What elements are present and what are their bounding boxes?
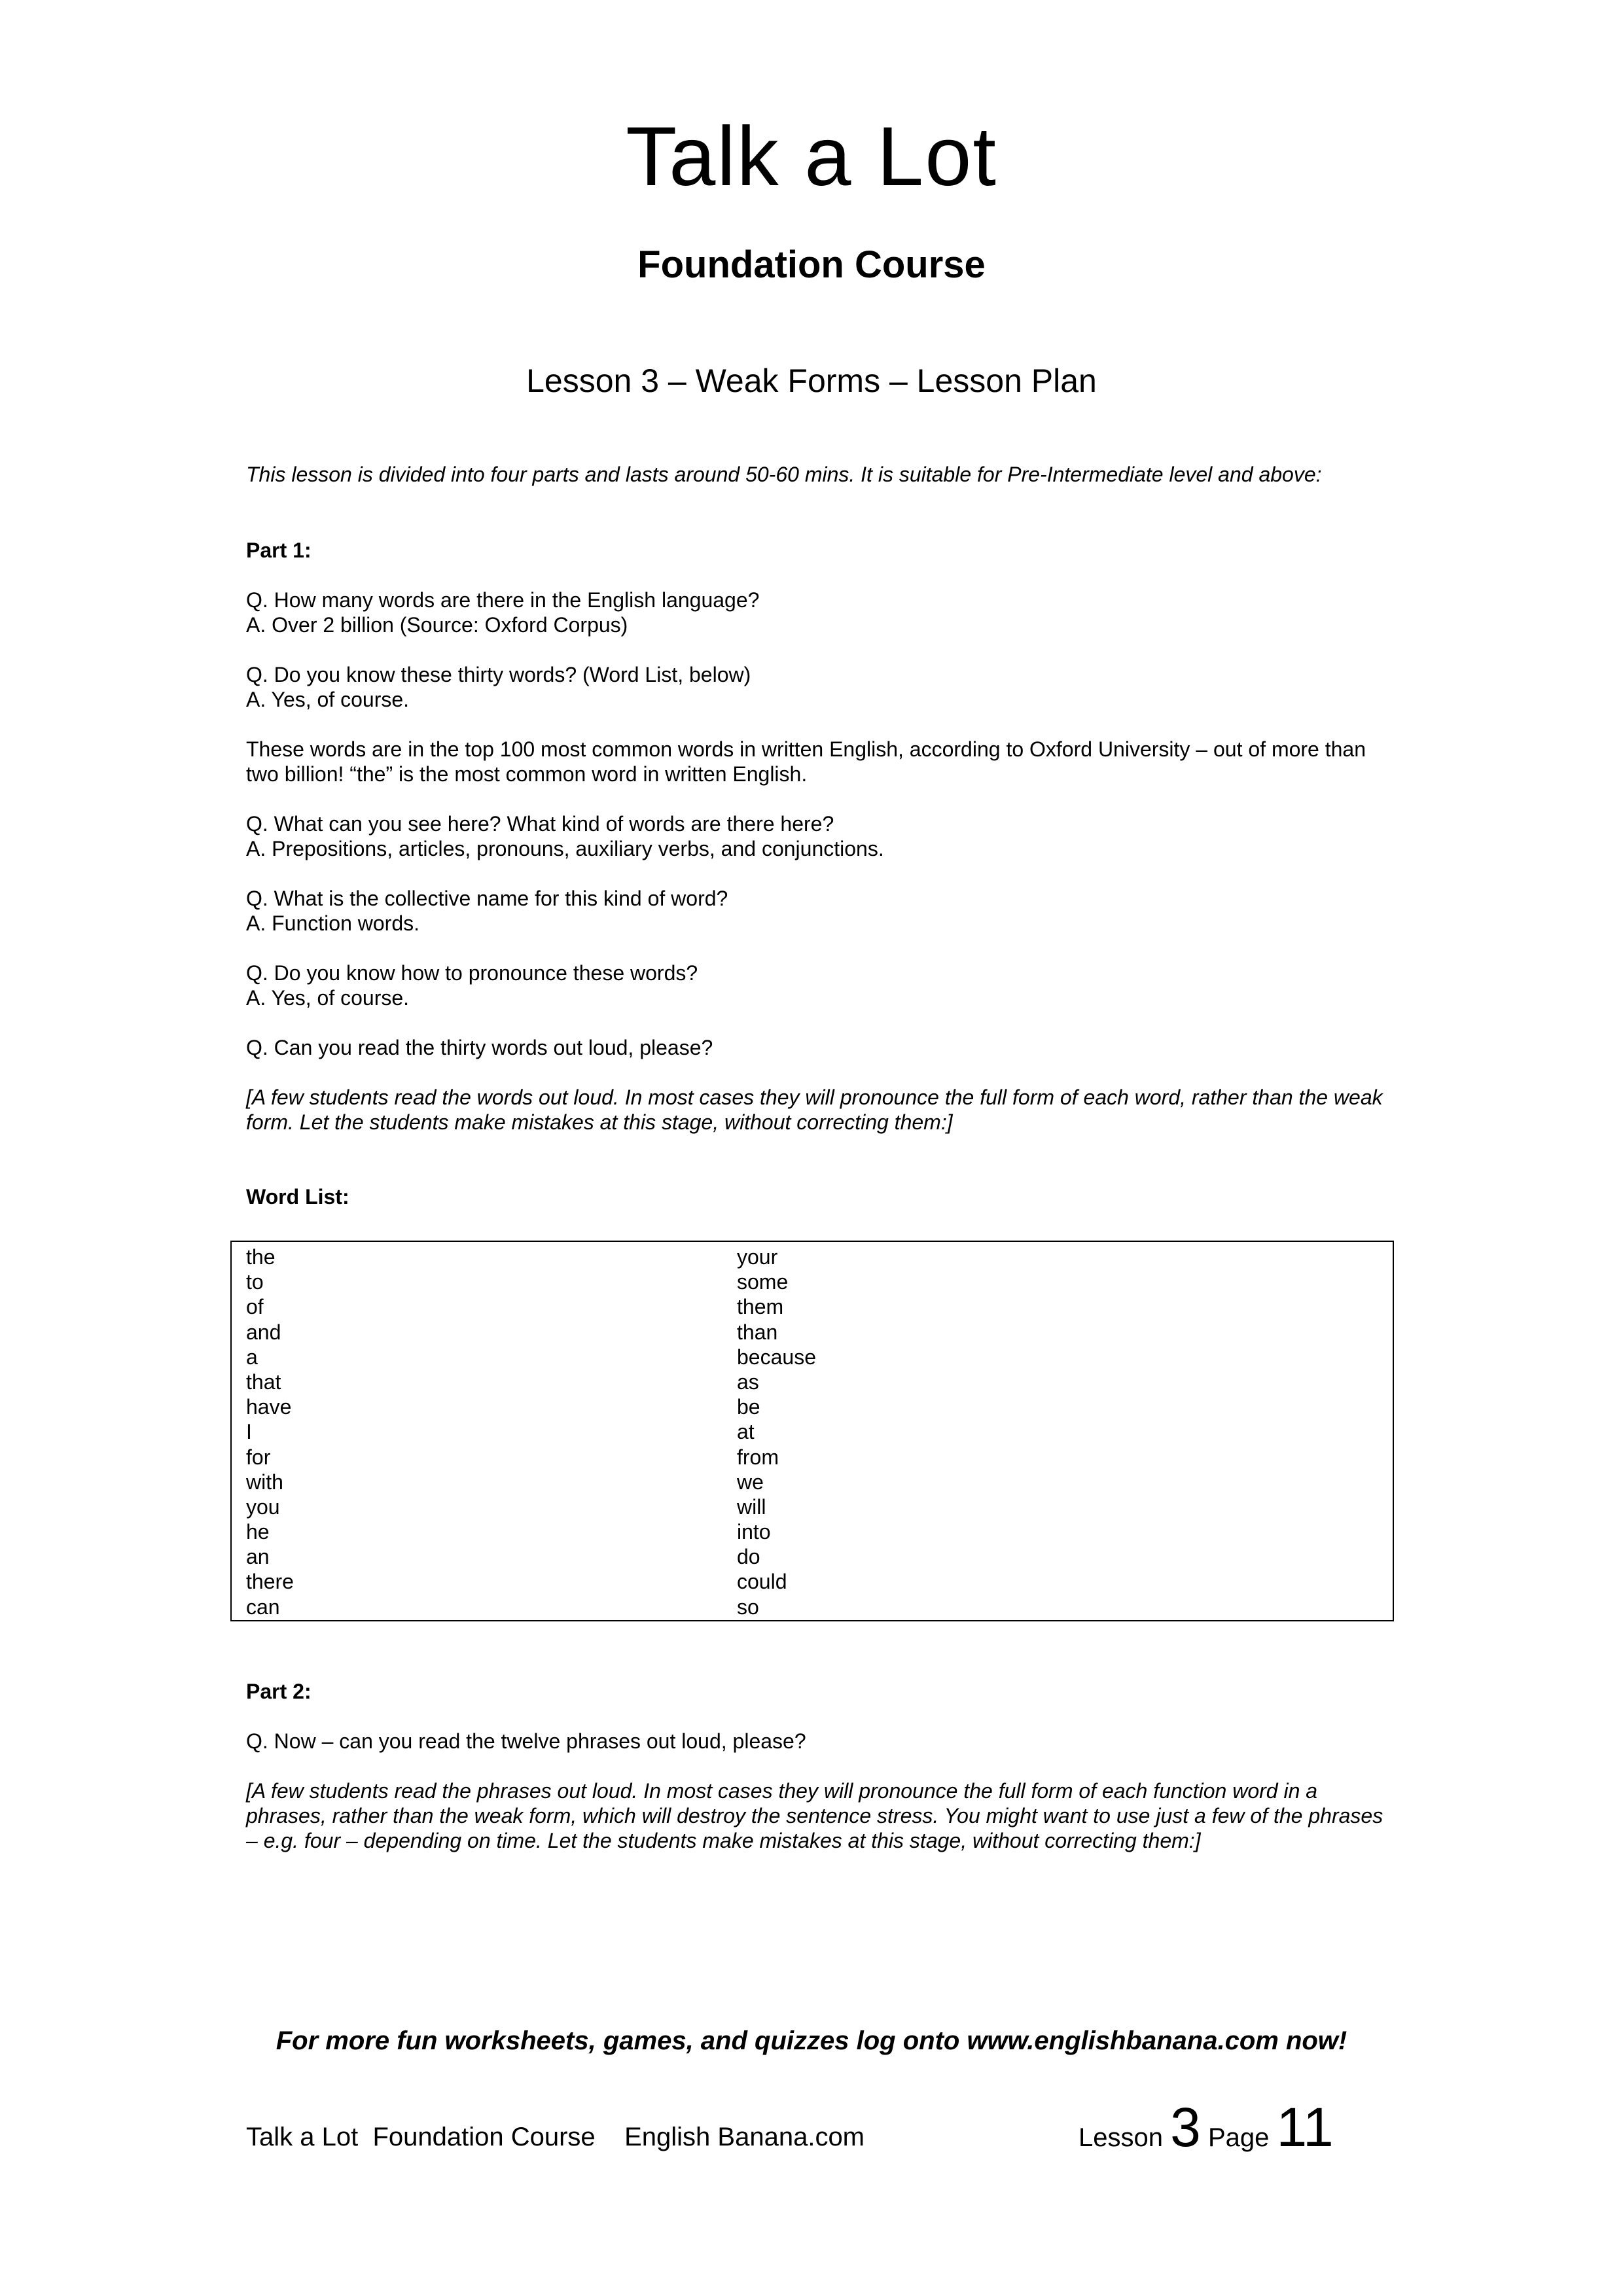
- word-item: be: [737, 1395, 760, 1419]
- footer-course: Talk a Lot Foundation Course: [246, 2123, 596, 2151]
- footer-lesson-number: 3: [1170, 2096, 1201, 2158]
- word-item: the: [246, 1245, 276, 1269]
- part1-heading: Part 1:: [246, 539, 312, 562]
- word-item: them: [737, 1295, 784, 1319]
- question: Q. Do you know these thirty words? (Word List, below): [246, 663, 751, 686]
- word-item: do: [737, 1545, 760, 1569]
- qa-block: [246, 961, 1398, 1010]
- word-item: a: [246, 1345, 258, 1369]
- footer-right: [1079, 2098, 1334, 2167]
- word-item: you: [246, 1494, 280, 1519]
- footer-site: English Banana.com: [624, 2123, 865, 2151]
- word-item: that: [246, 1369, 281, 1394]
- question: Q. What can you see here? What kind of words are there here?: [246, 812, 834, 836]
- qa-block: [246, 811, 1398, 861]
- lesson-body: [246, 462, 1398, 1234]
- word-item: he: [246, 1520, 270, 1544]
- question: Q. Now – can you read the twelve phrases out loud, please?: [246, 1729, 806, 1753]
- question: Q. How many words are there in the English language?: [246, 588, 760, 612]
- word-list-right-column: [737, 1245, 816, 1619]
- answer: A. Function words.: [246, 911, 419, 935]
- word-item: so: [737, 1595, 759, 1619]
- paragraph-text: These words are in the top 100 most common words in written English, according to Oxford University – out of more than two billion! “the” is the most common word in written English.: [246, 737, 1366, 786]
- footer-left: [246, 2117, 865, 2157]
- answer: A. Over 2 billion (Source: Oxford Corpus): [246, 613, 628, 637]
- footer-lesson-label: Lesson: [1079, 2123, 1163, 2152]
- word-list-left-column: [246, 1245, 294, 1619]
- qa-block: [246, 588, 1398, 637]
- intro-text: This lesson is divided into four parts and lasts around 50-60 mins. It is suitable for Pre-Intermediate level and above:: [246, 463, 1322, 486]
- word-item: and: [246, 1320, 281, 1344]
- word-item: with: [246, 1470, 283, 1494]
- answer: A. Prepositions, articles, pronouns, auxiliary verbs, and conjunctions.: [246, 837, 884, 860]
- question: Q. Can you read the thirty words out loud, please?: [246, 1036, 713, 1059]
- part2-section: [246, 1679, 1398, 1853]
- part2-heading: Part 2:: [246, 1680, 312, 1703]
- word-list-heading: Word List:: [246, 1185, 349, 1209]
- word-item: of: [246, 1295, 264, 1319]
- word-item: from: [737, 1445, 779, 1469]
- document-title: Talk a Lot: [626, 110, 997, 203]
- word-item: we: [737, 1470, 764, 1494]
- qa-block: [246, 886, 1398, 936]
- word-item: some: [737, 1270, 789, 1294]
- word-item: your: [737, 1245, 778, 1269]
- teacher-note: [A few students read the words out loud. In most cases they will pronounce the full form of each word, rather than the weak form. Let the students make mistakes at this stage, without correcting them:]: [246, 1086, 1383, 1134]
- lesson-heading: Lesson 3 – Weak Forms – Lesson Plan: [526, 362, 1097, 399]
- promo-link[interactable]: For more fun worksheets, games, and quizzes log onto www.englishbanana.com now!: [276, 2026, 1347, 2055]
- question: Q. What is the collective name for this kind of word?: [246, 887, 728, 910]
- footer-page-label: Page: [1207, 2123, 1270, 2152]
- word-item: because: [737, 1345, 816, 1369]
- word-item: can: [246, 1595, 280, 1619]
- word-item: I: [246, 1420, 252, 1444]
- answer: A. Yes, of course.: [246, 688, 410, 711]
- word-item: have: [246, 1395, 292, 1419]
- word-item: for: [246, 1445, 271, 1469]
- word-item: will: [737, 1494, 766, 1519]
- word-list-table: [230, 1241, 1394, 1621]
- document-subtitle: Foundation Course: [637, 243, 986, 286]
- word-item: an: [246, 1545, 270, 1569]
- word-item: as: [737, 1369, 759, 1394]
- qa-block: [246, 662, 1398, 712]
- word-item: into: [737, 1520, 771, 1544]
- teacher-note: [A few students read the phrases out loud. In most cases they will pronounce the full form of each function word in a phrases, rather than the weak form, which will destroy the sentence stress. You might want to use just a few of the phrases – e.g. four – depending on time. Let the students make mistakes at this stage, without correcting them:]: [246, 1779, 1383, 1852]
- word-item: at: [737, 1420, 755, 1444]
- answer: A. Yes, of course.: [246, 986, 410, 1010]
- word-item: than: [737, 1320, 778, 1344]
- word-item: could: [737, 1570, 787, 1594]
- question: Q. Do you know how to pronounce these words?: [246, 961, 698, 985]
- footer-page-number: 11: [1276, 2096, 1334, 2158]
- word-item: to: [246, 1270, 264, 1294]
- qa-block: [246, 1035, 1398, 1060]
- word-item: there: [246, 1570, 294, 1594]
- info-paragraph: [246, 737, 1398, 786]
